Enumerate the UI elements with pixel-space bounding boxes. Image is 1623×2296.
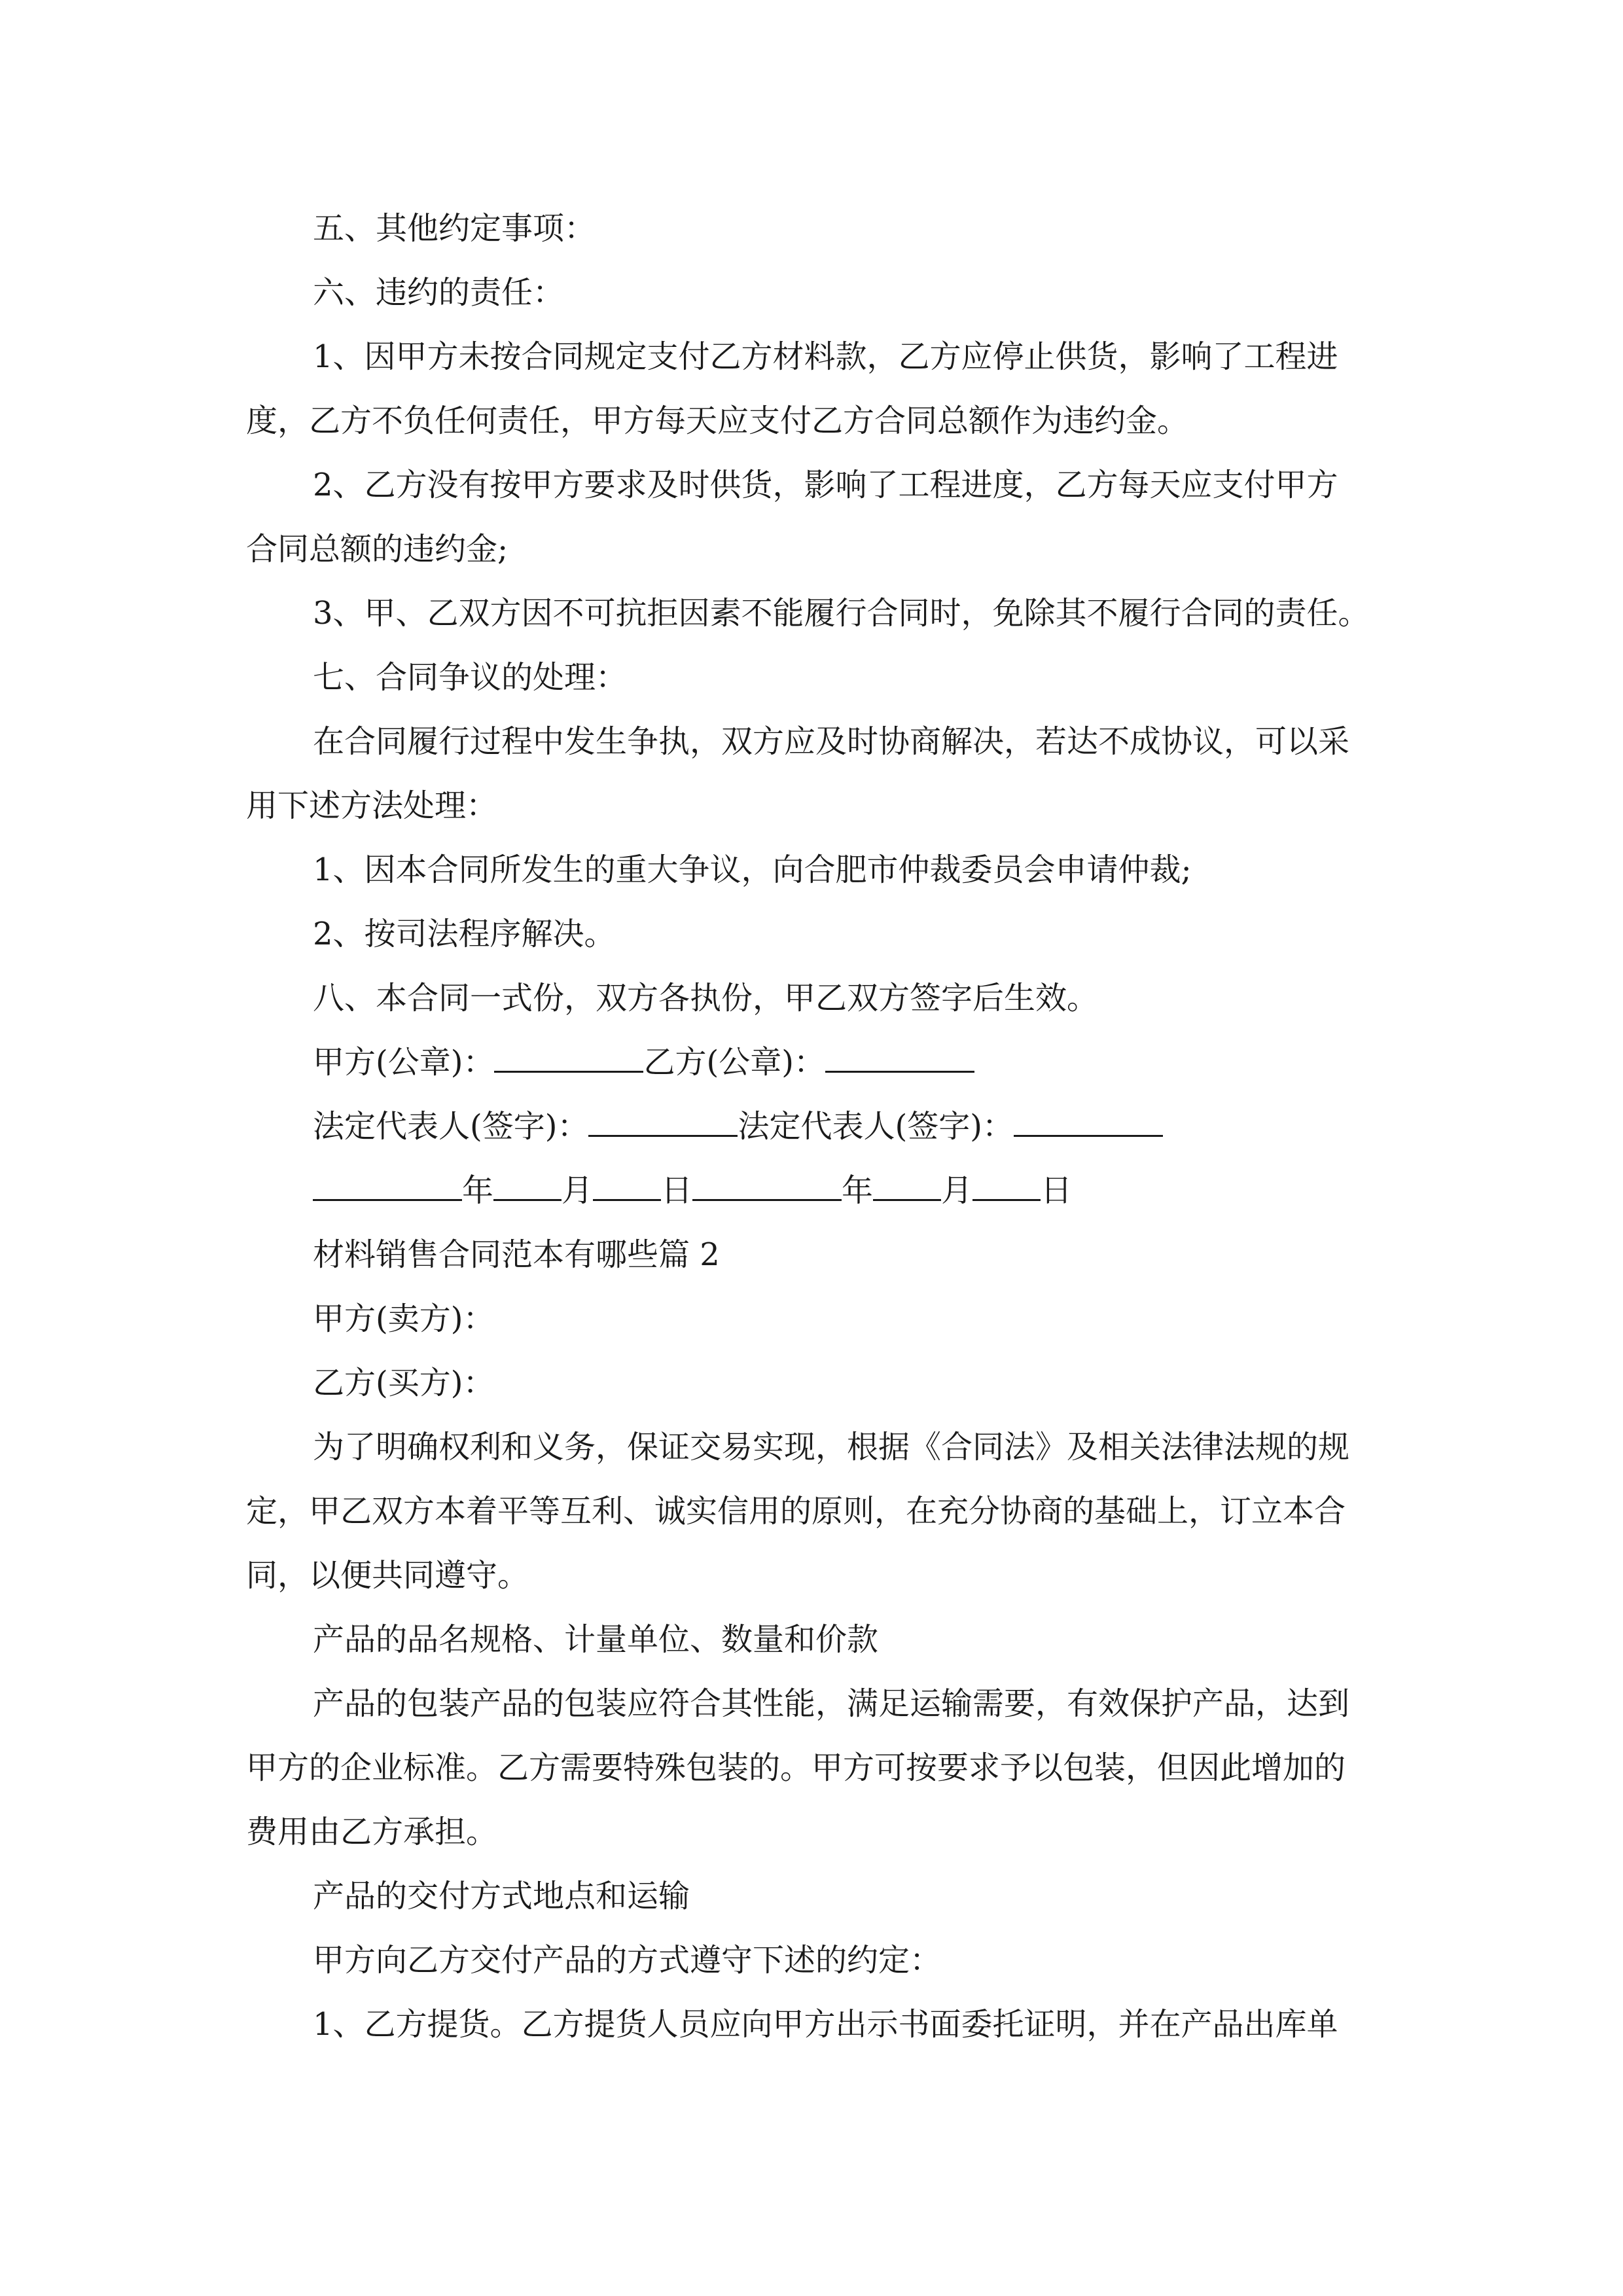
document-body <box>246 196 1385 2056</box>
part2-preamble-line-2: 定，甲乙双方本着平等互利、诚实信用的原则，在充分协商的基础上，订立本合 <box>246 1493 1346 1530</box>
part2-title: 材料销售合同范本有哪些篇 2 <box>313 1236 720 1273</box>
section-heading-dispute: 七、合同争议的处理： <box>313 659 628 696</box>
part2-delivery-item-1: 1、乙方提货。乙方提货人员应向甲方出示书面委托证明，并在产品出库单 <box>313 2006 1338 2043</box>
date-a-day-blank <box>593 1165 661 1201</box>
breach-clause-1-line-2: 度，乙方不负任何责任，甲方每天应支付乙方合同总额作为违约金。 <box>246 403 1189 439</box>
date-a-month-blank <box>493 1165 562 1201</box>
date-b-day-blank <box>972 1165 1041 1201</box>
signature-representative-line <box>246 1094 1385 1158</box>
date-b-year-label: 年 <box>842 1172 874 1209</box>
rep-b-blank <box>1014 1101 1163 1137</box>
date-b-month-blank <box>873 1165 941 1201</box>
party-b-seal-label: 乙方(公章)： <box>643 1044 825 1081</box>
date-b-day-label: 日 <box>1041 1172 1073 1209</box>
part2-heading-specs: 产品的品名规格、计量单位、数量和价款 <box>313 1621 879 1658</box>
part2-seller: 甲方(卖方)： <box>313 1300 495 1337</box>
party-a-seal-blank <box>494 1037 643 1073</box>
breach-clause-3: 3、甲、乙双方因不可抗拒因素不能履行合同时，免除其不履行合同的责任。 <box>313 595 1370 632</box>
part2-buyer: 乙方(买方)： <box>313 1365 495 1401</box>
party-b-seal-blank <box>825 1037 974 1073</box>
date-a-month-label: 月 <box>562 1172 594 1209</box>
part2-packaging-line-3: 费用由乙方承担。 <box>246 1814 498 1850</box>
date-b-month-label: 月 <box>941 1172 973 1209</box>
breach-clause-1-line-1: 1、因甲方未按合同规定支付乙方材料款，乙方应停止供货，影响了工程进 <box>313 338 1338 375</box>
section-heading-other-terms: 五、其他约定事项： <box>313 210 596 247</box>
party-a-seal-label: 甲方(公章)： <box>313 1044 495 1081</box>
rep-a-blank <box>588 1101 738 1137</box>
dispute-intro-line-2: 用下述方法处理： <box>246 787 498 824</box>
rep-a-label: 法定代表人(签字)： <box>313 1108 589 1145</box>
dispute-option-1: 1、因本合同所发生的重大争议，向合肥市仲裁委员会申请仲裁; <box>313 852 1192 888</box>
date-a-day-label: 日 <box>661 1172 693 1209</box>
breach-clause-2-line-1: 2、乙方没有按甲方要求及时供货，影响了工程进度，乙方每天应支付甲方 <box>313 467 1338 503</box>
part2-packaging-line-2: 甲方的企业标准。乙方需要特殊包装的。甲方可按要求予以包装，但因此增加的 <box>246 1749 1346 1786</box>
dispute-intro-line-1: 在合同履行过程中发生争执，双方应及时协商解决，若达不成协议，可以采 <box>313 723 1350 760</box>
date-b-year-blank <box>692 1165 842 1201</box>
section-heading-breach-liability: 六、违约的责任： <box>313 274 565 311</box>
date-a-year-label: 年 <box>462 1172 494 1209</box>
part2-heading-delivery: 产品的交付方式地点和运输 <box>313 1878 690 1914</box>
dispute-option-2: 2、按司法程序解决。 <box>313 916 616 952</box>
section-copies-effect: 八、本合同一式份，双方各执份，甲乙双方签字后生效。 <box>313 980 1099 1016</box>
rep-b-label: 法定代表人(签字)： <box>738 1108 1014 1145</box>
part2-preamble-line-1: 为了明确权利和义务，保证交易实现，根据《合同法》及相关法律法规的规 <box>313 1429 1350 1465</box>
part2-delivery-intro: 甲方向乙方交付产品的方式遵守下述的约定： <box>313 1942 942 1979</box>
breach-clause-2-line-2: 合同总额的违约金; <box>246 531 508 567</box>
date-a-year-blank <box>313 1165 462 1201</box>
signature-seal-line <box>246 1030 1385 1094</box>
part2-packaging-line-1: 产品的包装产品的包装应符合其性能，满足运输需要，有效保护产品，达到 <box>313 1685 1350 1722</box>
signature-date-line <box>246 1158 1385 1223</box>
part2-preamble-line-3: 同，以便共同遵守。 <box>246 1557 529 1594</box>
